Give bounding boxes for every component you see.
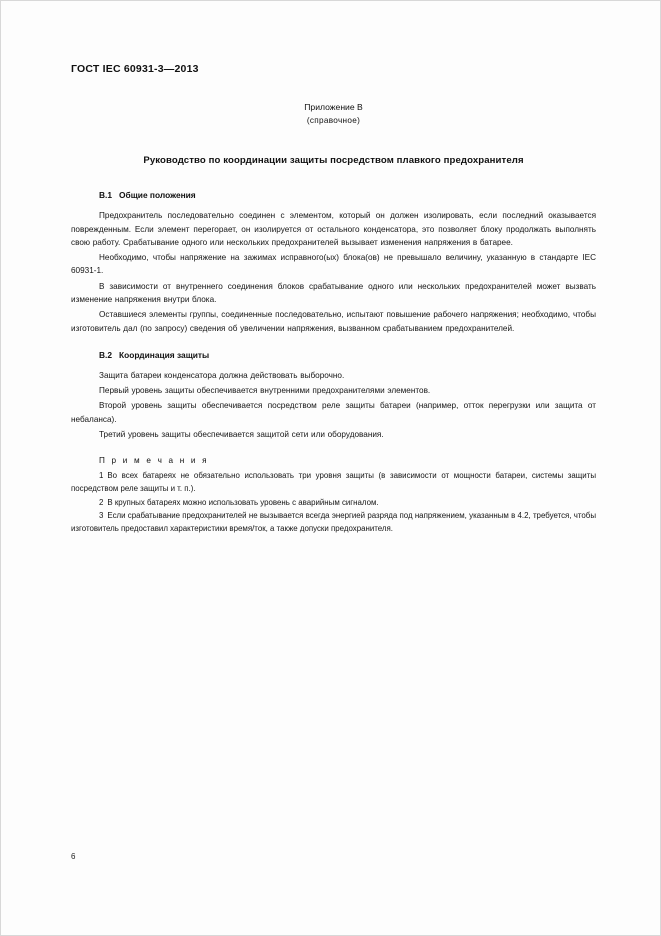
- section-b2-paragraph-1: Защита батареи конденсатора должна действовать выборочно.: [99, 370, 345, 380]
- note-number: 3: [99, 511, 104, 521]
- note-number: 2: [99, 497, 104, 507]
- section-b1: [71, 190, 596, 335]
- section-b1-title: Общие положения: [119, 190, 196, 201]
- page-number: 6: [71, 852, 76, 861]
- annex-title: Приложение В: [304, 102, 363, 112]
- page-title: Руководство по координации защиты посредством плавкого предохранителя: [143, 155, 524, 167]
- section-b1-number: В.1: [99, 190, 113, 201]
- note-text: В крупных батареях можно использовать уровень с аварийным сигналом.: [107, 497, 379, 507]
- note-number: 1: [99, 471, 104, 481]
- section-b2-heading: [99, 350, 596, 360]
- section-b2-paragraph-3: Второй уровень защиты обеспечивается посредством реле защиты батареи (например, отток перегрузки или защита от небаланса).: [71, 401, 596, 424]
- section-b1-paragraph-1: Предохранитель последовательно соединен с элементом, который он должен изолировать, если последний оказывается поврежденным. Если элемент перегорает, он изолируется от остального конденсатора, это позволяет блоку продолжать выполнять свою работу. Срабатывание одного или нескольких предохранителей вызывает изменения напряжения в батарее.: [71, 211, 596, 247]
- section-b1-paragraph-3: В зависимости от внутреннего соединения блоков срабатывание одного или нескольких предохранителей может вызвать изменение напряжения внутри блока.: [71, 281, 596, 304]
- note-item: [71, 497, 596, 510]
- notes-heading: П р и м е ч а н и я: [99, 456, 209, 466]
- section-b2-paragraph-4: Третий уровень защиты обеспечивается защитой сети или оборудования.: [99, 429, 384, 439]
- note-item: [71, 470, 596, 495]
- section-b2: [71, 350, 596, 441]
- section-b2-paragraph-2: Первый уровень защиты обеспечивается внутренними предохранителями элементов.: [99, 386, 431, 396]
- section-b2-title: Координация защиты: [119, 349, 210, 360]
- section-b1-heading: [99, 190, 596, 200]
- section-b1-paragraph-4: Оставшиеся элементы группы, соединенные последовательно, испытают повышение рабочего напряжения; необходимо, чтобы изготовитель дал (по запросу) сведения об увеличении напряжения, вызванном срабатыванием предохранителей.: [71, 310, 596, 333]
- page-content: [71, 63, 596, 550]
- annex-subtitle: (справочное): [306, 116, 361, 126]
- note-text: Если срабатывание предохранителей не вызывается всегда энергией разряда под напряжением, указанным в 4.2, требуется, чтобы изготовитель предоставил характеристики время/ток, а также допуски предохранителя.: [71, 511, 596, 533]
- section-b1-paragraph-2: Необходимо, чтобы напряжение на зажимах исправного(ых) блока(ов) не превышало величину, указанную в стандарте IEC 60931-1.: [71, 253, 596, 276]
- note-item: [71, 510, 596, 535]
- document-standard-number: ГОСТ IEC 60931-3—2013: [71, 63, 199, 75]
- note-text: Во всех батареях не обязательно использовать три уровня защиты (в зависимости от мощности батареи, системы защиты посредством реле защиты и т. п.).: [71, 471, 596, 493]
- notes-block: [71, 456, 596, 535]
- section-b2-number: В.2: [99, 349, 113, 360]
